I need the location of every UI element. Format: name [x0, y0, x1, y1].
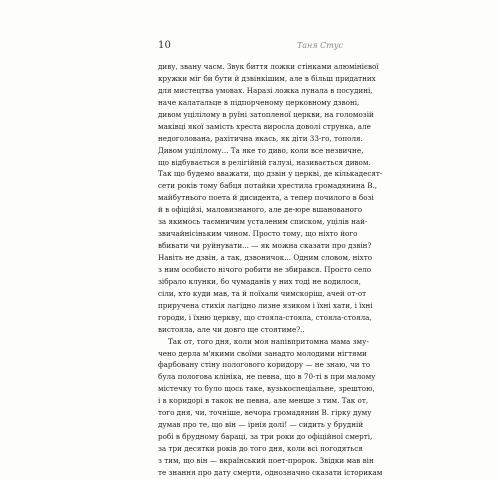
text-line: Дивом уцілілому... Та яке то диво, коли все незвичне,	[158, 145, 364, 155]
text-line: для мистецтва умовах. Наразі ложка лунала в посудині,	[158, 85, 373, 95]
text-line: дивом уцілілому в руїні затопленої церкви, на голомозій	[158, 109, 374, 119]
page-number: 10	[158, 40, 172, 51]
text-line: звичайнісіньким чином. Просто тому, що ніхто його	[158, 229, 358, 239]
text-line: сіли, хто куди мав, та й поїхали чимскоріш, ачей от-от	[158, 288, 367, 298]
text-line: чено дерла м'якими своїми занадто молодими нігтями	[158, 348, 367, 358]
text-line: наче калатальце в підпорченому церковному дзвоні,	[158, 97, 360, 107]
text-line: майбутнього поета й дисидента, а тепер почилого в бозі	[158, 193, 374, 203]
text-line: диву, звану часм. Звук биття ложки стінками алюмінієвої	[158, 62, 379, 71]
text-line: недоголована, рахітична якась, як діти 33-го, тополя.	[158, 133, 363, 143]
text-line: сети років тому бабця потайки хрестила громадянина В.,	[158, 181, 378, 191]
text-line: за якимось таємничим усталеним списком, уцілів най-	[158, 217, 368, 227]
text-line: з ним особисто нічого робити не збирався. Просто село	[158, 264, 372, 274]
text-line: те знання про дату смерти, однозначно сказати історикам	[158, 467, 383, 477]
text-line: робі в брудному бараці, за три роки до офіційної смерті,	[158, 432, 373, 442]
text-line: приручена стихія лагідно лизне язиком і їхні хати, і їхні	[158, 300, 373, 310]
text-line: вбивати чи руйнувати... — як можна сказати про дзвін?	[158, 241, 372, 251]
text-line: й в офіційзі, маловизнаного, але де-юре вшанованого	[158, 205, 363, 215]
text-line: кружки міг би бути й дзвінкішим, але в більш придатних	[158, 73, 376, 83]
text-line: вистояла, але чи довго ще стоятиме?..	[158, 324, 305, 334]
page-header	[0, 40, 500, 54]
text-line: і в коридорі в такок не певна, але менше з тим. Так от,	[158, 396, 369, 406]
text-line: Навіть не дзвін, а так, дзвоничок... Одним словом, ніхто	[158, 253, 373, 262]
text-line: що відбувається в релігійній галузі, називається дивом.	[158, 157, 371, 167]
text-line: того дня, чи, точніше, вечора громадянин В. гірку думу	[158, 408, 372, 418]
paragraph-start-line: Так от, того дня, коли моя напівпритомна мама зму-	[168, 336, 369, 346]
text-line: з тим, що він — вкраїнський поет-пророк. Звідки мав він	[158, 455, 374, 465]
text-line: фарбовану стіну пологового коридору — не знаю, чи то	[158, 360, 371, 370]
text-line: Так що будемо вважати, що дзвін у церкві, де кількадесят-	[158, 169, 383, 179]
body-text	[158, 61, 383, 479]
running-head-author: Таня Стус	[296, 41, 343, 50]
text-line: маківці якої замість хреста виросла доволі струнка, але	[158, 121, 371, 131]
text-line: думав про те, що він — ірнія долі! — сидить у брудній	[158, 420, 364, 430]
text-line: зібрало клунки, бо чумаданів у них тоді не водилося,	[158, 276, 361, 286]
text-line: була пологова клініка, не певна, що в 70-ті в при малому	[158, 372, 376, 382]
text-line: городи, і їхню церкву, що стояла-стояла, стояла-стояла,	[158, 312, 372, 322]
text-line: містечку то було щось таке, вузькоспеціальне, зрештою,	[158, 384, 375, 394]
text-line: за три десятки років до того дня, коли всі погодяться	[158, 444, 363, 453]
